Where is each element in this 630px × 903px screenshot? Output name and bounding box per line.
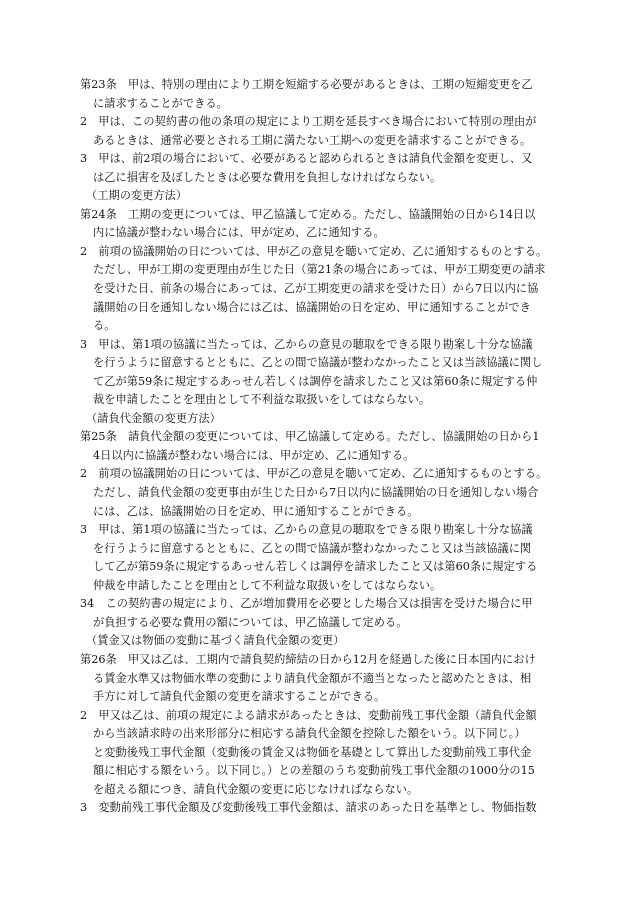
numbered-item-paragraph [80,595,578,632]
numbered-item-paragraph [80,336,578,410]
text-line: 2 前項の協議開始の日については、甲が乙の意見を聴いて定め、乙に通知するものとする。 [80,467,548,481]
text-line: は乙に損害を及ぼしたときは必要な費用を負担しなければならない。 [93,170,442,184]
text-line: 2 前項の協議開始の日については、甲が乙の意見を聴いて定め、乙に通知するものとする。 [80,244,548,258]
text-line: 3 甲は、第1項の協議に当たっては、乙からの意見の聴取をできる限り勘案し十分な協議 [80,523,533,537]
text-line: して乙が第59条に規定するあっせん若しくは調停を請求したこと又は第60条に規定する [93,560,538,574]
text-line: 仲裁を申請したことを理由として不利益な取扱いをしてはならない。 [93,578,442,592]
text-line: を行うように留意するとともに、乙との間で協議が整わなかったこと又は当該協議に関し [93,356,543,370]
text-line: （請負代金額の変更方法） [86,411,221,425]
text-line: 額に相応する額をいう。以下同じ。）との差額のうち変動前残工事代金額の1000分の15 [93,764,535,778]
text-line: が負担する必要な費用の額については、甲乙協議して定める。 [93,615,408,629]
text-line: 裁を申請したことを理由として不利益な取扱いをしてはならない。 [93,393,431,407]
text-line: 2 甲又は乙は、前項の規定による請求があったときは、変動前残工事代金額（請負代金額 [80,708,537,722]
text-line: ただし、請負代金額の変更事由が生じた日から7日以内に協議開始の日を通知しない場合 [93,486,539,500]
text-line: 34 この契約書の規定により、乙が増加費用を必要とした場合又は損害を受けた場合に甲 [80,597,533,611]
numbered-item-paragraph [80,799,578,818]
article-paragraph [80,651,578,707]
numbered-item-paragraph [80,707,578,800]
text-line: （賃金又は物価の変動に基づく請負代金額の変更） [86,634,345,648]
text-line: あるときは、通常必要とされる工期に満たない工期への変更を請求することができる。 [93,133,532,147]
text-line: 3 変動前残工事代金額及び変動後残工事代金額は、請求のあった日を基準とし、物価指数 [80,801,537,815]
text-line: （工期の変更方法） [86,189,188,203]
text-line: て乙が第59条に規定するあっせん若しくは調停を請求したこと又は第60条に規定する仲 [93,374,538,388]
text-line: 議開始の日を通知しない場合には乙は、協議開始の日を定め、甲に通知することができ [93,300,531,314]
text-line: る賃金水準又は物価水準の変動により請負代金額が不適当となったと認めたときは、相 [93,671,532,685]
article-paragraph [80,428,578,465]
text-line: には、乙は、協議開始の日を定め、甲に通知することができる。 [93,504,419,518]
section-heading [80,187,578,206]
text-line: 2 甲は、この契約書の他の条項の規定により工期を延長すべき場合において特別の理由が [80,115,537,129]
text-line: から当該請求時の出来形部分に相応する請負代金額を控除した額をいう。以下同じ。） [93,727,526,741]
text-line: 第25条 請負代金額の変更については、甲乙協議して定める。ただし、協議開始の日から1 [80,430,540,444]
text-line: と変動後残工事代金額（変動後の賃金又は物価を基礎として算出した変動前残工事代金 [93,745,532,759]
numbered-item-paragraph [80,243,578,336]
text-line: 第26条 甲又は乙は、工期内で請負契約締結の日から12月を経過した後に日本国内におけ [80,652,536,666]
text-line: 4日以内に協議が整わない場合には、甲が定め、乙に通知する。 [93,448,415,462]
text-line: 第23条 甲は、特別の理由により工期を短縮する必要があるときは、工期の短縮変更を乙 [80,78,533,91]
numbered-item-paragraph [80,521,578,595]
text-line: る。 [93,319,116,333]
numbered-item-paragraph [80,465,578,521]
section-heading [80,410,578,429]
article-paragraph [80,206,578,243]
text-line: 内に協議が整わない場合には、甲が定め、乙に通知する。 [93,226,385,240]
text-line: を超える額につき、請負代金額の変更に応じなければならない。 [93,782,419,796]
text-line: 第24条 工期の変更については、甲乙協議して定める。ただし、協議開始の日から14日以 [80,207,536,221]
numbered-item-paragraph [80,113,578,150]
text-line: ただし、甲が工期の変更理由が生じた日（第21条の場合にあっては、甲が工期変更の請求 [93,263,546,277]
text-line: 手方に対して請負代金額の変更を請求することができる。 [93,690,386,704]
text-line: を受けた日、前条の場合にあっては、乙が工期変更の請求を受けた日）から7日以内に協 [93,282,539,296]
section-heading [80,632,578,651]
text-line: に請求することができる。 [93,96,228,110]
text-line: を行うように留意するとともに、乙との間で協議が整わなかったこと又は当該協議に関 [93,541,532,555]
text-line: 3 甲は、第1項の協議に当たっては、乙からの意見の聴取をできる限り勘案し十分な協議 [80,337,533,351]
article-paragraph [80,76,578,113]
text-line: 3 甲は、前2項の場合において、必要があると認められるときは請負代金額を変更し、又 [80,152,533,166]
numbered-item-paragraph [80,150,578,187]
